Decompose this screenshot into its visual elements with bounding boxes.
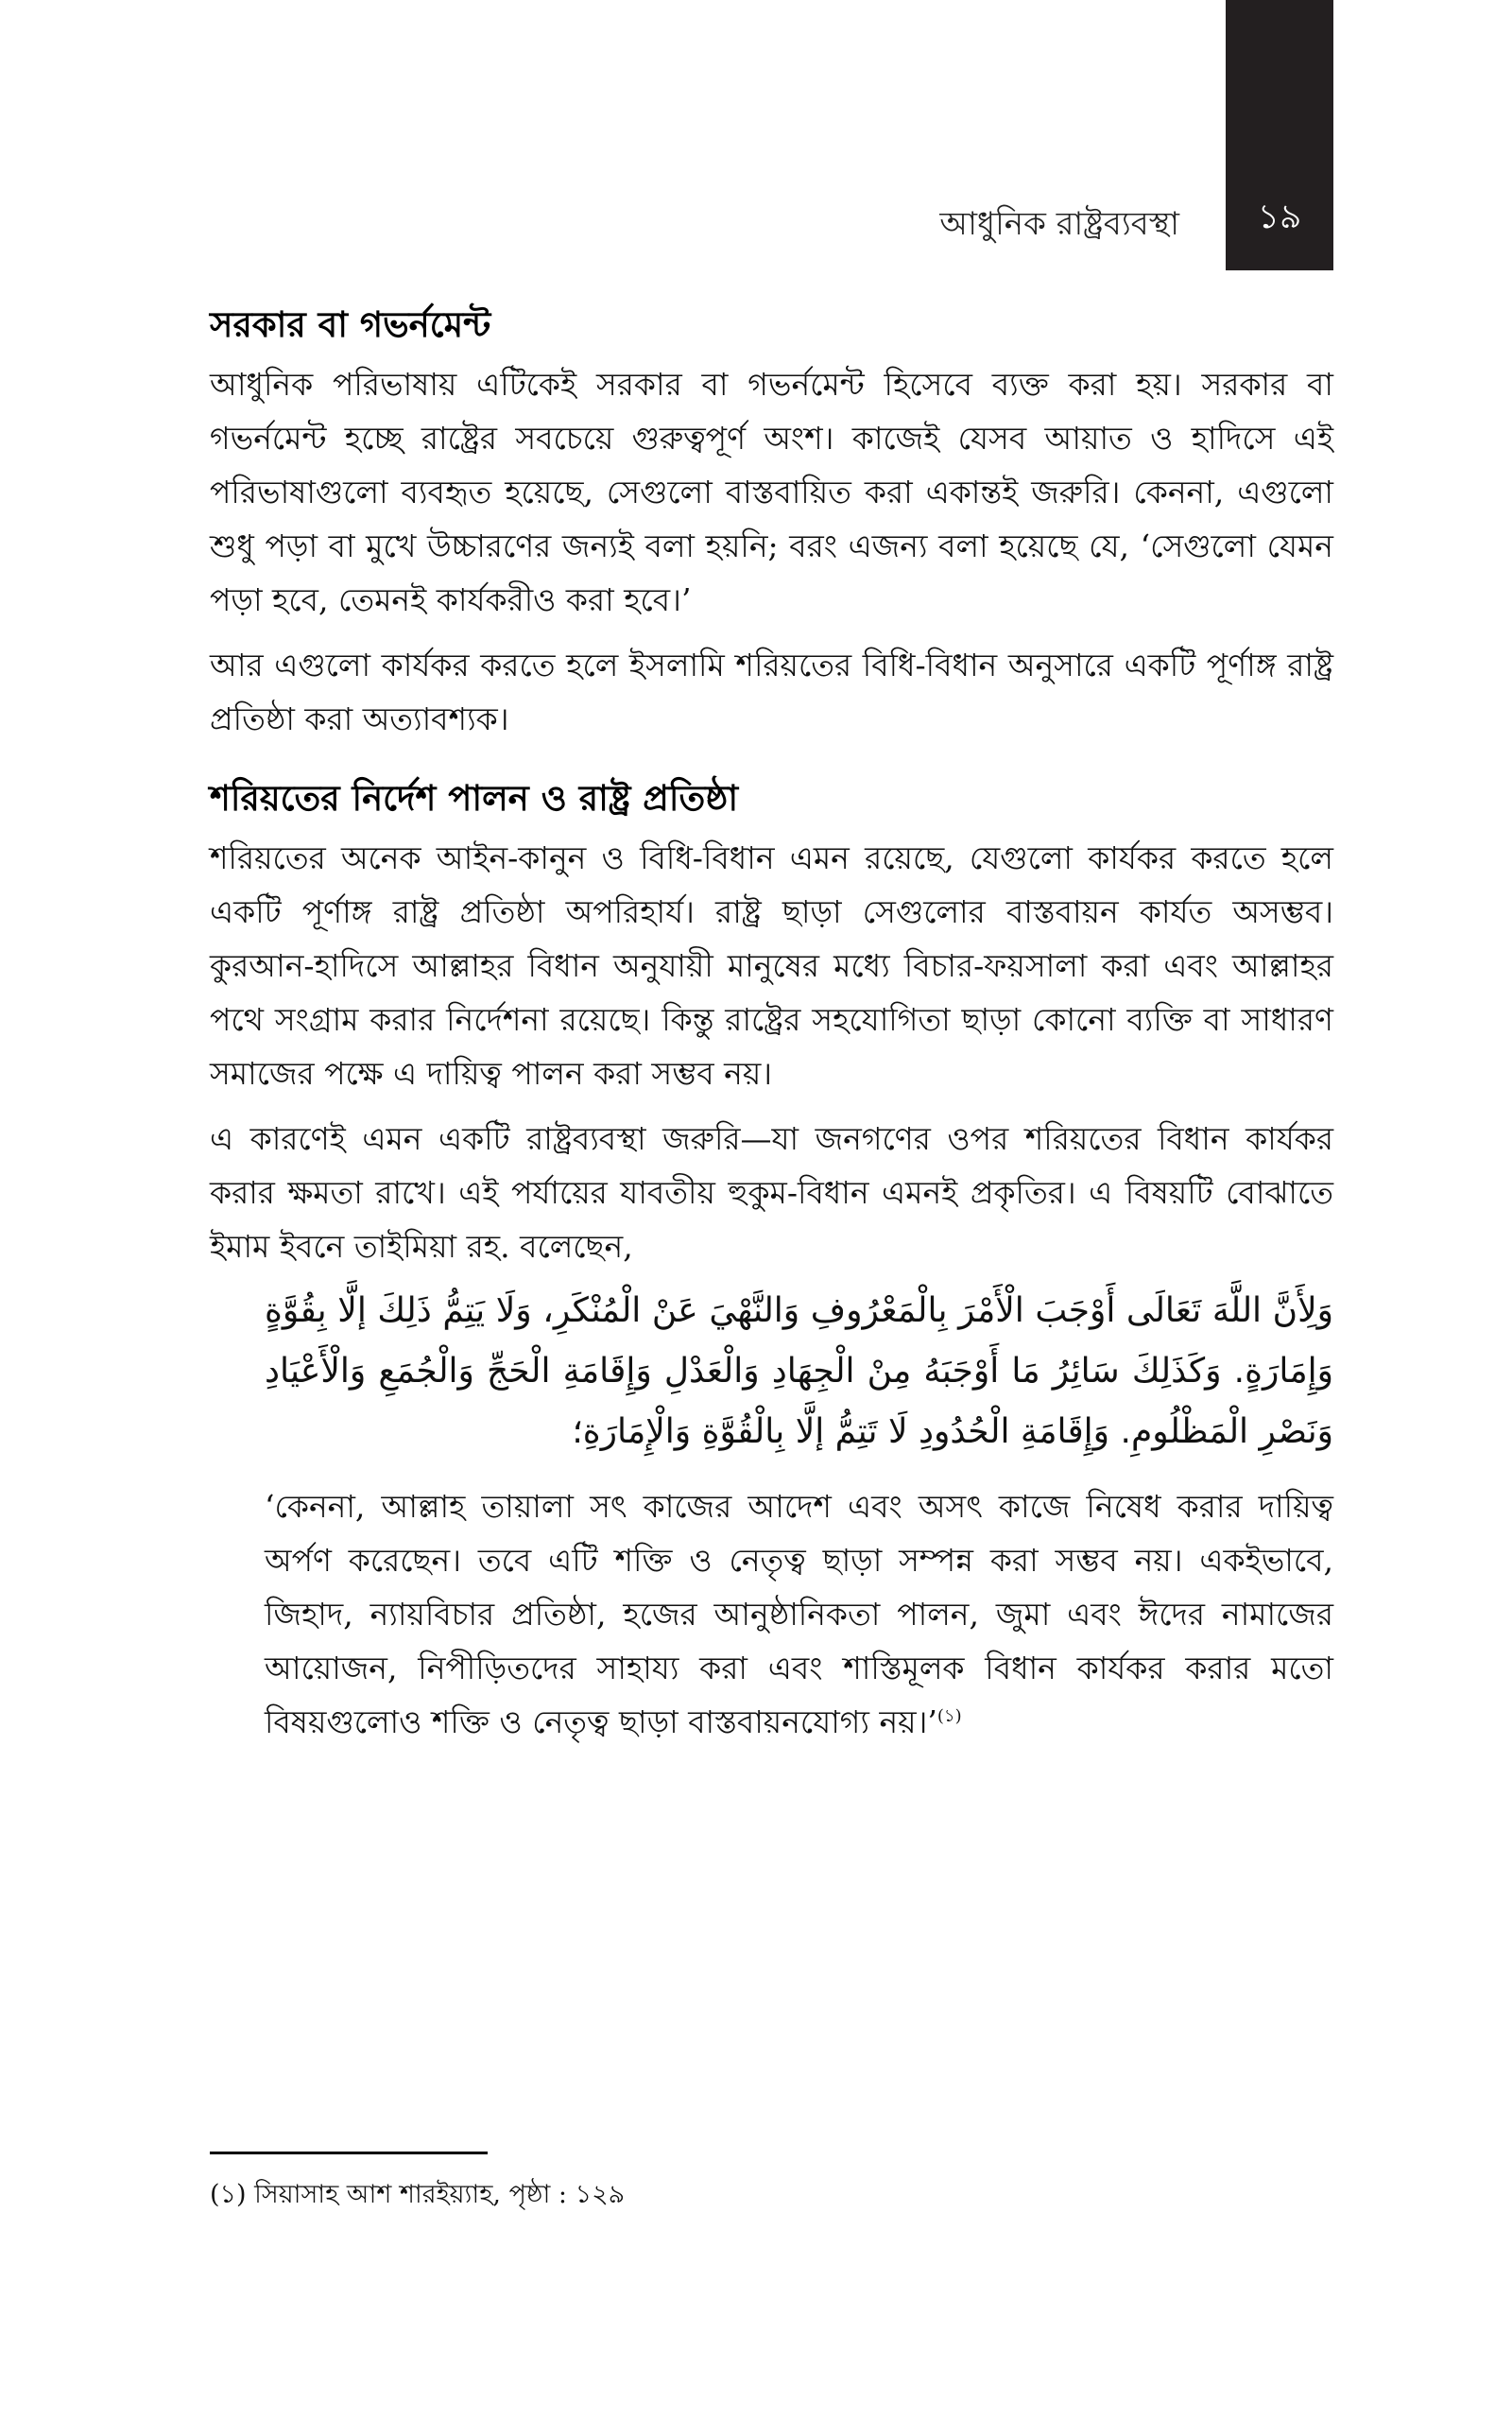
section-heading-sharia-state: শরিয়তের নির্দেশ পালন ও রাষ্ট্র প্রতিষ্ঠা: [210, 778, 739, 819]
footnote-divider: [210, 2152, 488, 2154]
arabic-quotation: وَلِأَنَّ اللَّهَ تَعَالَى أَوْجَبَ الْأَمْرَ بِالْمَعْرُوفِ وَالنَّهْيَ عَنْ الْمُنْكَرِ، وَلَا يَتِمُّ ذَلِكَ إلَّا بِقُوَّةٍ وَإِمَارَةٍ. وَكَذَلِكَ سَائِرُ مَا أَوْجَبَهُ مِنْ الْجِهَادِ وَالْعَدْلِ وَإِقَامَةِ الْحَجِّ وَالْجُمَعِ وَالْأَعْيَادِ وَنَصْرِ الْمَظْلُومِ. وَإِقَامَةِ الْحُدُودِ لَا تَتِمُّ إلَّا بِالْقُوَّةِ وَالْإِمَارَةِ؛: [265, 1291, 1333, 1451]
section-heading-government: সরকার বা গভর্নমেন্ট: [210, 304, 491, 345]
paragraph: আর এগুলো কার্যকর করতে হলে ইসলামি শরিয়তের বিধি-বিধান অনুসারে একটি পূর্ণাঙ্গ রাষ্ট্র প্রতিষ্ঠা করা অত্যাবশ্যক।: [210, 647, 1333, 737]
translation-text: ‘কেননা, আল্লাহ তায়ালা সৎ কাজের আদেশ এবং অসৎ কাজে নিষেধ করার দায়িত্ব অর্পণ করেছেন। তবে এটি শক্তি ও নেতৃত্ব ছাড়া সম্পন্ন করা সম্ভব নয়। একইভাবে, জিহাদ, ন্যায়বিচার প্রতিষ্ঠা, হজের আনুষ্ঠানিকতা পালন, জুমা এবং ঈদের নামাজের আয়োজন, নিপীড়িতদের সাহায্য করা এবং শাস্তিমূলক বিধান কার্যকর করার মতো বিষয়গুলোও শক্তি ও নেতৃত্ব ছাড়া বাস্তবায়নযোগ্য নয়।’: [265, 1488, 1333, 1740]
quotation-translation: [265, 1479, 1333, 1749]
footnote-reference[interactable]: (১): [936, 1706, 962, 1726]
block-quote: [265, 1281, 1333, 1749]
footnote: (১) সিয়াসাহ আশ শারইয়্যাহ, পৃষ্ঠা : ১২৯: [210, 2180, 626, 2209]
page-body: [210, 293, 1333, 1749]
paragraph: শরিয়তের অনেক আইন-কানুন ও বিধি-বিধান এমন রয়েছে, যেগুলো কার্যকর করতে হলে একটি পূর্ণাঙ্গ রাষ্ট্র প্রতিষ্ঠা অপরিহার্য। রাষ্ট্র ছাড়া সেগুলোর বাস্তবায়ন কার্যত অসম্ভব। কুরআন-হাদিসে আল্লাহর বিধান অনুযায়ী মানুষের মধ্যে বিচার-ফয়সালা করা এবং আল্লাহর পথে সংগ্রাম করার নির্দেশনা রয়েছে। কিন্তু রাষ্ট্রের সহযোগিতা ছাড়া কোনো ব্যক্তি বা সাধারণ সমাজের পক্ষে এ দায়িত্ব পালন করা সম্ভব নয়।: [210, 839, 1333, 1092]
running-head-title: আধুনিক রাষ্ট্রব্যবস্থা: [939, 205, 1179, 243]
paragraph: এ কারণেই এমন একটি রাষ্ট্রব্যবস্থা জরুরি—যা জনগণের ওপর শরিয়তের বিধান কার্যকর করার ক্ষমতা রাখে। এই পর্যায়ের যাবতীয় হুকুম-বিধান এমনই প্রকৃতির। এ বিষয়টি বোঝাতে ইমাম ইবনে তাইমিয়া রহ. বলেছেন,: [210, 1120, 1333, 1265]
paragraph: আধুনিক পরিভাষায় এটিকেই সরকার বা গভর্নমেন্ট হিসেবে ব্যক্ত করা হয়। সরকার বা গভর্নমেন্ট হচ্ছে রাষ্ট্রের সবচেয়ে গুরুত্বপূর্ণ অংশ। কাজেই যেসব আয়াত ও হাদিসে এই পরিভাষাগুলো ব্যবহৃত হয়েছে, সেগুলো বাস্তবায়িত করা একান্তই জরুরি। কেননা, এগুলো শুধু পড়া বা মুখে উচ্চারণের জন্যই বলা হয়নি; বরং এজন্য বলা হয়েছে যে, ‘সেগুলো যেমন পড়া হবে, তেমনই কার্যকরীও করা হবে।’: [210, 366, 1333, 618]
page-number: ১৯: [1257, 198, 1302, 236]
